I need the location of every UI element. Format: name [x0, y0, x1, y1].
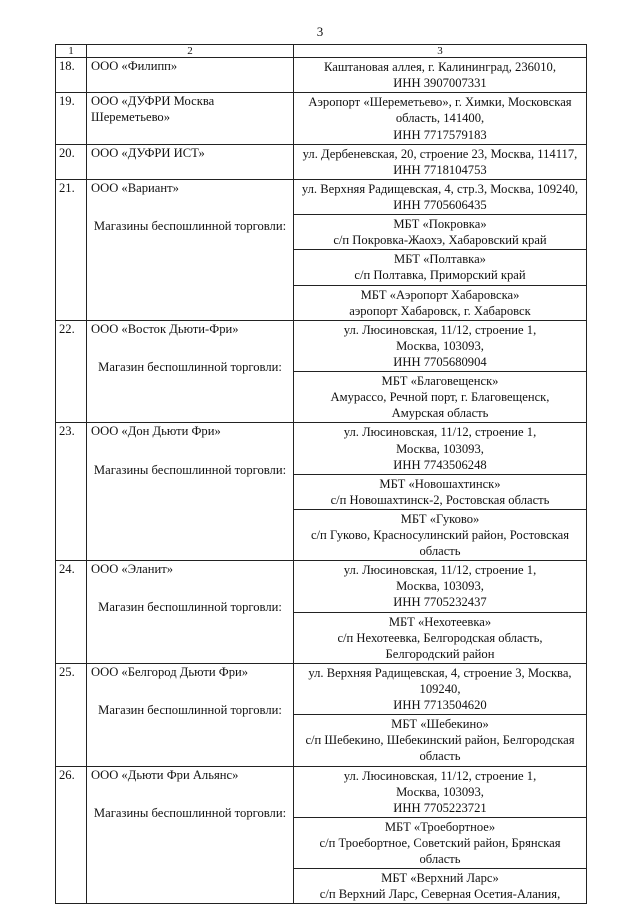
address-line: ИНН 7705223721 — [393, 800, 487, 815]
shop-cell — [294, 285, 587, 320]
shops-label: Магазины беспошлинной торговли: — [93, 805, 287, 820]
shop-cell — [294, 612, 587, 663]
shops-label: Магазин беспошлинной торговли: — [98, 359, 282, 374]
address-line: Каштановая аллея, г. Калининград, 236010, — [324, 60, 556, 75]
shop-name: МБТ «Нехотеевка» — [388, 614, 492, 629]
shop-location-line: с/п Нехотеевка, Белгородская область, — [337, 630, 543, 645]
header-col-3: 3 — [294, 45, 587, 58]
organization-cell — [87, 561, 294, 664]
address-line: Москва, 103093, — [396, 441, 484, 456]
organization-name: ООО «Вариант» — [91, 180, 179, 195]
address-line: Аэропорт «Шереметьево», г. Химки, Московская — [308, 95, 572, 110]
organization-address — [294, 663, 587, 714]
organization-name: ООО «Восток Дьюти-Фри» — [91, 321, 239, 336]
shop-name: МБТ «Полтавка» — [394, 252, 486, 267]
shop-cell — [294, 250, 587, 285]
shops-label: Магазин беспошлинной торговли: — [98, 703, 282, 718]
shop-name: МБТ «Верхний Ларс» — [381, 871, 499, 886]
address-line: ул. Люсиновская, 11/12, строение 1, — [343, 768, 537, 783]
organization-address — [294, 58, 587, 93]
entry-row — [56, 423, 587, 474]
address-line: ИНН 7705606435 — [393, 197, 487, 212]
organization-address — [294, 561, 587, 612]
shop-name: МБТ «Аэропорт Хабаровска» — [360, 287, 520, 302]
shop-cell — [294, 509, 587, 560]
organization-address — [294, 179, 587, 214]
shop-cell — [294, 474, 587, 509]
shop-cell — [294, 372, 587, 423]
organization-name: ООО «Дон Дьюти Фри» — [91, 424, 221, 439]
organization-name: ООО «Филипп» — [91, 59, 178, 74]
address-line: область, 141400, — [395, 111, 485, 126]
shops-label: Магазины беспошлинной торговли: — [93, 218, 287, 233]
address-line: ИНН 7718104753 — [393, 162, 487, 177]
entry-number: 26. — [56, 766, 87, 904]
organization-cell — [87, 144, 294, 179]
entry-number: 18. — [56, 58, 87, 93]
shop-name: МБТ «Троебортное» — [384, 819, 496, 834]
shops-label: Магазины беспошлинной торговли: — [93, 462, 287, 477]
entry-row — [56, 144, 587, 179]
entry-number: 25. — [56, 663, 87, 766]
shop-location-line: с/п Шебекино, Шебекинский район, Белгородская — [305, 733, 575, 748]
entry-row — [56, 663, 587, 714]
address-line: 109240, — [419, 682, 461, 697]
shop-location-line: Белгородский район — [385, 646, 495, 661]
organization-cell — [87, 58, 294, 93]
shop-location-line: с/п Троебортное, Советский район, Брянская — [319, 836, 561, 851]
organization-cell — [87, 320, 294, 423]
organization-address — [294, 144, 587, 179]
shops-label: Магазин беспошлинной торговли: — [98, 600, 282, 615]
entry-number: 24. — [56, 561, 87, 664]
address-line: ул. Дербеневская, 20, строение 23, Москва, 114117, — [302, 146, 578, 161]
shop-location-line: область — [419, 544, 461, 559]
entry-row — [56, 561, 587, 612]
shop-cell — [294, 869, 587, 904]
shop-cell — [294, 215, 587, 250]
address-line: Москва, 103093, — [396, 579, 484, 594]
address-line: ИНН 7713504620 — [393, 698, 487, 713]
header-col-2: 2 — [87, 45, 294, 58]
shop-name: МБТ «Шебекино» — [391, 717, 489, 732]
organization-address — [294, 320, 587, 371]
entry-row — [56, 766, 587, 817]
address-line: ул. Люсиновская, 11/12, строение 1, — [343, 563, 537, 578]
organization-address — [294, 766, 587, 817]
page-number: 3 — [316, 24, 324, 39]
address-line: ИНН 7717579183 — [393, 127, 487, 142]
table-header-row — [56, 45, 587, 58]
address-line: ИНН 7743506248 — [393, 457, 487, 472]
organization-address — [294, 93, 587, 144]
shop-location-line: аэропорт Хабаровск, г. Хабаровск — [349, 303, 531, 318]
shop-cell — [294, 817, 587, 868]
organization-address — [294, 423, 587, 474]
address-line: ул. Верхняя Радищевская, 4, стр.3, Москва, 109240, — [301, 181, 579, 196]
entry-row — [56, 179, 587, 214]
organization-name: ООО «Дьюти Фри Альянс» — [91, 767, 239, 782]
entry-row — [56, 320, 587, 371]
entry-number: 23. — [56, 423, 87, 561]
organization-name: ООО «Эланит» — [91, 562, 174, 577]
entry-number: 20. — [56, 144, 87, 179]
organization-cell — [87, 179, 294, 320]
shop-name: МБТ «Новошахтинск» — [379, 476, 501, 491]
entry-row — [56, 58, 587, 93]
address-line: ИНН 7705232437 — [393, 595, 487, 610]
address-line: ИНН 7705680904 — [393, 354, 487, 369]
organization-cell — [87, 766, 294, 904]
address-line: ул. Верхняя Радищевская, 4, строение 3, Москва, — [308, 665, 572, 680]
shop-location-line: Амурская область — [391, 406, 489, 421]
shop-location-line: с/п Полтавка, Приморский край — [354, 268, 526, 283]
entry-number: 19. — [56, 93, 87, 144]
shop-name: МБТ «Покровка» — [393, 217, 487, 232]
organization-name: ООО «Белгород Дьюти Фри» — [91, 664, 249, 679]
shop-location-line: с/п Покровка-Жаохэ, Хабаровский край — [333, 233, 547, 248]
address-line: ул. Люсиновская, 11/12, строение 1, — [343, 425, 537, 440]
shop-cell — [294, 715, 587, 766]
organization-name: ООО «ДУФРИ Москва Шереметьево» — [91, 94, 215, 125]
duty-free-operators-table — [55, 44, 587, 904]
header-col-1: 1 — [56, 45, 87, 58]
shop-location-line: область — [419, 852, 461, 867]
entry-number: 21. — [56, 179, 87, 320]
organization-cell — [87, 93, 294, 144]
address-line: Москва, 103093, — [396, 784, 484, 799]
shop-location-line: область — [419, 749, 461, 764]
address-line: ИНН 3907007331 — [393, 76, 487, 91]
shop-location-line: с/п Верхний Ларс, Северная Осетия-Алания, — [319, 887, 561, 902]
entry-row — [56, 93, 587, 144]
address-line: Москва, 103093, — [396, 338, 484, 353]
address-line: ул. Люсиновская, 11/12, строение 1, — [343, 322, 537, 337]
shop-location-line: с/п Новошахтинск-2, Ростовская область — [330, 492, 550, 507]
organization-name: ООО «ДУФРИ ИСТ» — [91, 145, 205, 160]
shop-name: МБТ «Гуково» — [400, 511, 480, 526]
entry-number: 22. — [56, 320, 87, 423]
shop-location-line: Амурассо, Речной порт, г. Благовещенск, — [330, 390, 550, 405]
organization-cell — [87, 663, 294, 766]
shop-location-line: с/п Гуково, Красносулинский район, Ростовская — [310, 528, 570, 543]
shop-name: МБТ «Благовещенск» — [381, 374, 499, 389]
organization-cell — [87, 423, 294, 561]
